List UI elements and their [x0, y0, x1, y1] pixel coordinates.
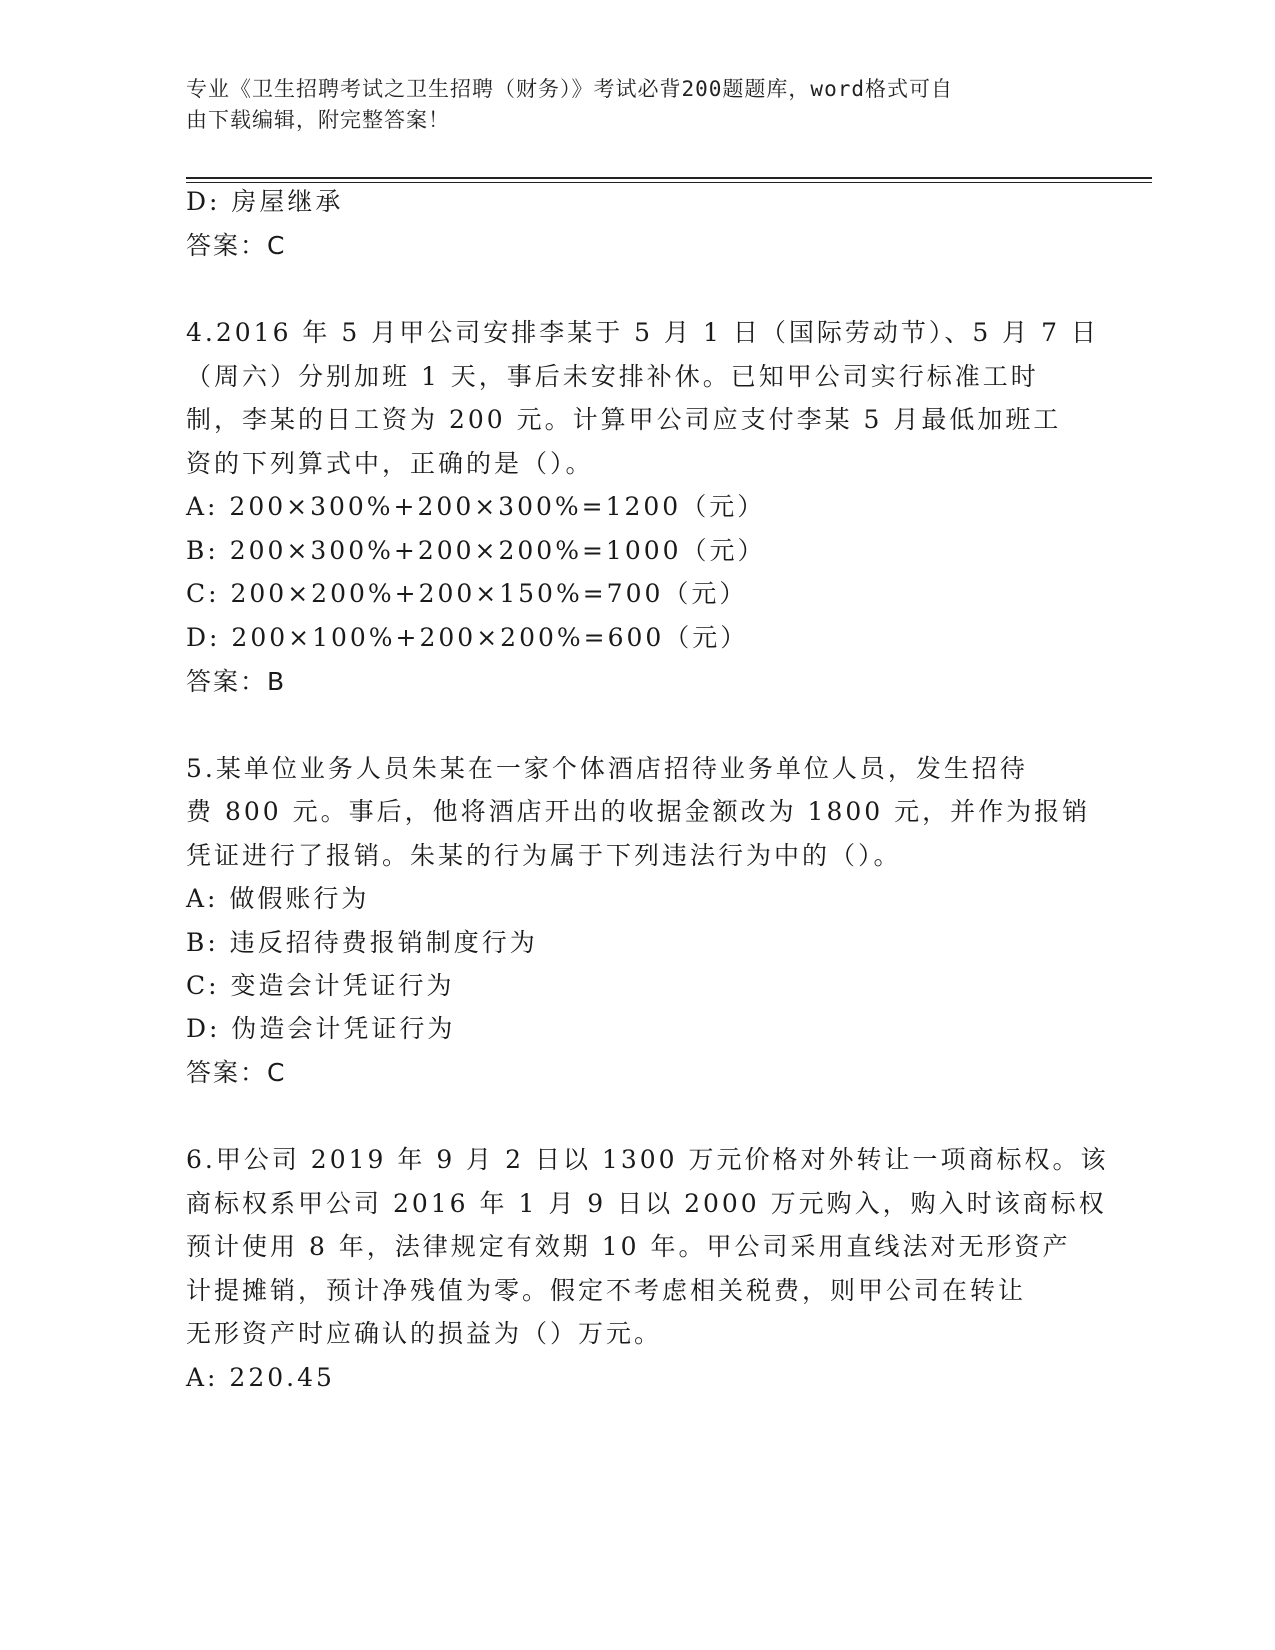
- q5-stem-line-3: 凭证进行了报销。朱某的行为属于下列违法行为中的（）。: [186, 841, 902, 870]
- header-line-1: 专业《卫生招聘考试之卫生招聘（财务）》考试必背200题题库，word格式可自: [186, 77, 953, 101]
- q4-stem-line-2: （周六）分别加班 1 天，事后未安排补休。已知甲公司实行标准工时: [186, 362, 1039, 391]
- header-rule-thick: [186, 177, 1152, 179]
- q4-option-d: D: 200×100%+200×200%=600（元）: [186, 623, 749, 652]
- q6-stem-line-1: 6.甲公司 2019 年 9 月 2 日以 1300 万元价格对外转让一项商标权。该: [186, 1145, 1109, 1174]
- q6-stem-line-3: 预计使用 8 年，法律规定有效期 10 年。甲公司采用直线法对无形资产: [186, 1232, 1071, 1261]
- q5-option-d: D: 伪造会计凭证行为: [186, 1014, 456, 1043]
- q6-stem-line-4: 计提摊销，预计净残值为零。假定不考虑相关税费，则甲公司在转让: [186, 1276, 1027, 1305]
- q6-option-a: A: 220.45: [186, 1363, 335, 1392]
- q6-stem-line-2: 商标权系甲公司 2016 年 1 月 9 日以 2000 万元购入，购入时该商标权: [186, 1189, 1107, 1218]
- q4-stem-line-3: 制，李某的日工资为 200 元。计算甲公司应支付李某 5 月最低加班工: [186, 405, 1062, 434]
- header-rule-thin: [186, 182, 1152, 183]
- q5-option-a: A: 做假账行为: [186, 884, 370, 913]
- q4-option-c: C: 200×200%+200×150%=700（元）: [186, 579, 748, 608]
- q5-stem-line-2: 费 800 元。事后，他将酒店开出的收据金额改为 1800 元，并作为报销: [186, 797, 1091, 826]
- page-header: [186, 74, 1066, 136]
- header-line-2: 由下载编辑，附完整答案！: [186, 108, 450, 132]
- q4-stem-line-4: 资的下列算式中，正确的是（）。: [186, 449, 594, 478]
- q4-stem-line-1: 4.2016 年 5 月甲公司安排李某于 5 月 1 日（国际劳动节）、5 月 7 日: [186, 318, 1099, 347]
- q5-option-c: C: 变造会计凭证行为: [186, 971, 455, 1000]
- q4-answer: 答案：B: [186, 667, 287, 696]
- q3-option-d: D: 房屋继承: [186, 187, 344, 216]
- q4-option-b: B: 200×300%+200×200%=1000（元）: [186, 536, 766, 565]
- q5-answer: 答案：C: [186, 1058, 287, 1087]
- q6-stem-line-5: 无形资产时应确认的损益为（）万元。: [186, 1319, 663, 1348]
- q4-option-a: A: 200×300%+200×300%=1200（元）: [186, 492, 766, 521]
- q5-stem-line-1: 5.某单位业务人员朱某在一家个体酒店招待业务单位人员，发生招待: [186, 754, 1028, 783]
- q3-answer: 答案：C: [186, 231, 287, 260]
- q5-option-b: B: 违反招待费报销制度行为: [186, 928, 538, 957]
